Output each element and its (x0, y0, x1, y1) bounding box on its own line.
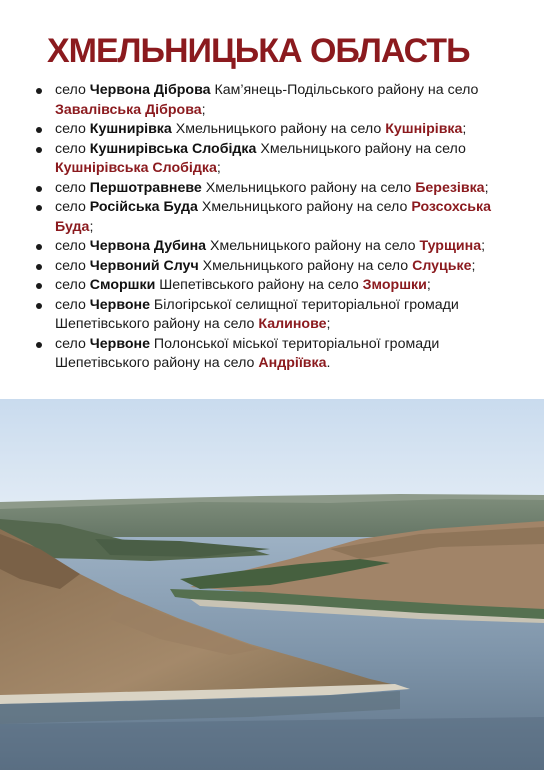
old-name: Сморшки (89, 277, 156, 293)
list-item (34, 335, 514, 374)
item-prefix: село (55, 296, 90, 313)
old-name: Першотравневе (89, 179, 202, 196)
item-prefix: село (55, 140, 90, 157)
item-middle: Хмельницького району на село (206, 238, 420, 254)
bullet-icon (36, 147, 42, 153)
list-item (34, 296, 514, 335)
landscape-photo (0, 399, 544, 770)
item-middle: Шепетівського району на село (155, 277, 363, 293)
list-item (34, 198, 514, 237)
new-name: Турщина (419, 238, 482, 254)
old-name: Червона Діброва (89, 82, 211, 98)
item-middle: Хмельницького району на село (197, 199, 412, 215)
new-name: Зморшки (362, 277, 427, 293)
list-item (34, 120, 514, 140)
list-item (34, 179, 514, 199)
old-name: Червоне (89, 296, 150, 313)
old-name: Червоний Случ (89, 257, 199, 274)
item-prefix: село (55, 277, 90, 293)
item-end: ; (462, 121, 467, 137)
old-name: Російська Буда (89, 199, 198, 215)
bullet-icon (36, 127, 42, 133)
item-middle: Хмельницького району на село (198, 257, 413, 274)
old-name: Кушнирівська Слобідка (89, 140, 257, 157)
list-item (34, 276, 514, 296)
item-middle: Хмельницького району на село (256, 140, 466, 157)
item-prefix: село (55, 82, 90, 98)
rename-list (34, 81, 514, 374)
item-prefix: село (55, 335, 90, 352)
item-end: . (326, 355, 331, 371)
item-middle: Білогірської селищної територіальної громади Шепетівського району на село (55, 296, 459, 332)
item-prefix: село (55, 199, 90, 215)
item-middle: Кам’янець-Подільського району на село (210, 82, 479, 98)
bullet-icon (36, 244, 42, 250)
page-title: ХМЕЛЬНИЦЬКА ОБЛАСТЬ (47, 32, 470, 70)
list-item (34, 237, 514, 257)
item-end: ; (89, 218, 94, 235)
item-end: ; (201, 101, 206, 118)
new-name: Завалівська Діброва (55, 101, 202, 118)
new-name: Кушнірівська Слобідка (55, 160, 217, 176)
item-prefix: село (55, 121, 90, 137)
new-name: Березівка (415, 179, 485, 196)
old-name: Кушнирівка (89, 121, 172, 137)
new-name: Слуцьке (412, 257, 472, 274)
item-end: ; (484, 179, 489, 196)
old-name: Червона Дубина (89, 238, 207, 254)
item-middle: Полонської міської територіальної громади Шепетівського району на село (55, 335, 440, 371)
bullet-icon (36, 205, 42, 211)
item-end: ; (216, 160, 221, 176)
item-middle: Хмельницького району на село (201, 179, 416, 196)
bullet-icon (36, 283, 42, 289)
new-name: Андріївка (258, 355, 327, 371)
bullet-icon (36, 88, 42, 94)
item-end: ; (326, 316, 331, 332)
item-end: ; (471, 257, 476, 274)
item-prefix: село (55, 238, 90, 254)
bullet-icon (36, 342, 42, 348)
old-name: Червоне (89, 335, 150, 352)
list-item (34, 140, 514, 179)
item-end: ; (481, 238, 486, 254)
new-name: Розсохська Буда (55, 199, 491, 235)
list-item (34, 257, 514, 277)
item-end: ; (426, 277, 431, 293)
bullet-icon (36, 303, 42, 309)
item-prefix: село (55, 257, 90, 274)
list-item (34, 81, 514, 120)
item-middle: Хмельницького району на село (171, 121, 386, 137)
new-name: Калинове (258, 316, 327, 332)
item-prefix: село (55, 179, 90, 196)
bullet-icon (36, 186, 42, 192)
new-name: Кушнірівка (385, 121, 463, 137)
bullet-icon (36, 264, 42, 270)
